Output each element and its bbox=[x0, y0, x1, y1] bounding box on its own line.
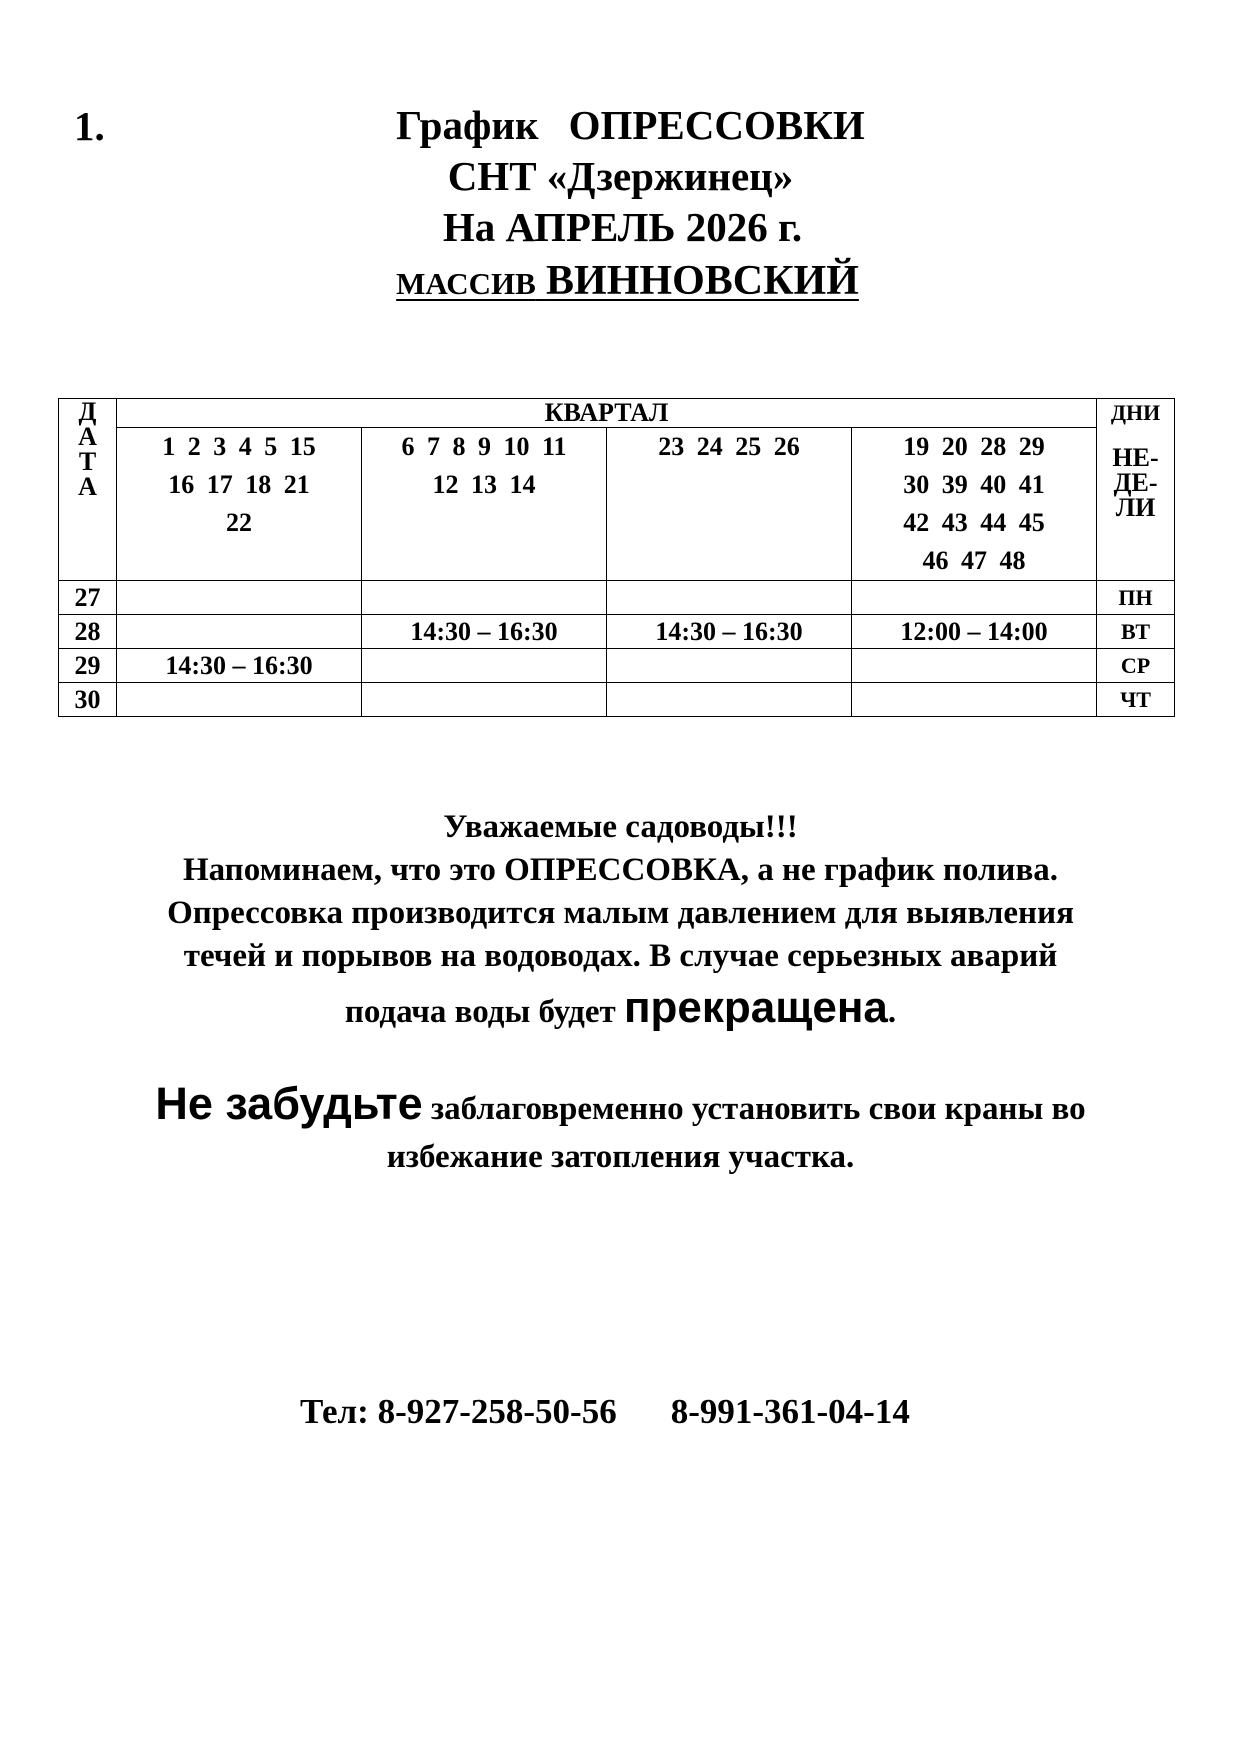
kvartal-line: 16 17 18 21 bbox=[168, 470, 310, 499]
period: На АПРЕЛЬ 2026 г. bbox=[442, 204, 803, 250]
kvartal-line: 46 47 48 bbox=[922, 546, 1026, 575]
notice-text: , а не график полива. bbox=[740, 852, 1059, 888]
row-weekday: ВТ bbox=[1097, 615, 1175, 649]
kvartal-line: 12 13 14 bbox=[432, 470, 536, 499]
kvartal-line: 19 20 28 29 bbox=[903, 432, 1045, 461]
massiv-name: ВИННОВСКИЙ bbox=[546, 258, 859, 304]
row-time bbox=[362, 683, 607, 717]
section-number: 1. bbox=[74, 103, 105, 149]
notice-text: Напоминаем, что это bbox=[182, 852, 505, 888]
date-header-letter: Д bbox=[78, 397, 97, 426]
kvartal-header: КВАРТАЛ bbox=[117, 399, 1097, 428]
table-row bbox=[59, 581, 1175, 615]
row-time bbox=[362, 649, 607, 683]
notice-line-5 bbox=[0, 983, 1241, 1034]
document-title bbox=[0, 100, 1241, 309]
warning-text: заблаговременно установить свои краны во bbox=[422, 1091, 1086, 1127]
row-weekday: СР bbox=[1097, 649, 1175, 683]
kvartal-group-1 bbox=[117, 428, 362, 581]
kvartal-line: 23 24 25 26 bbox=[658, 432, 800, 461]
title-line-1 bbox=[0, 100, 1241, 151]
warning-lead: Не забудьте bbox=[155, 1078, 423, 1129]
kvartal-group-2 bbox=[362, 428, 607, 581]
table-row bbox=[59, 615, 1175, 649]
notice-line-4: течей и порывов на водоводах. В случае серьезных аварий bbox=[183, 938, 1058, 974]
days-header bbox=[1097, 399, 1175, 581]
row-time: 14:30 – 16:30 bbox=[117, 649, 362, 683]
row-time bbox=[607, 683, 852, 717]
org-name: СНТ «Дзержинец» bbox=[447, 153, 794, 199]
kvartal-line: 1 2 3 4 5 15 bbox=[162, 432, 316, 461]
table-row bbox=[59, 683, 1175, 717]
row-time: 14:30 – 16:30 bbox=[607, 615, 852, 649]
notice-line-2 bbox=[0, 849, 1241, 892]
massiv-heading bbox=[382, 255, 859, 309]
days-header-line: ЛИ bbox=[1115, 493, 1156, 522]
phone-label: Тел: bbox=[300, 1392, 378, 1431]
row-date: 29 bbox=[59, 649, 117, 683]
row-time bbox=[852, 649, 1097, 683]
kvartal-line: 22 bbox=[226, 508, 252, 537]
row-weekday: ЧТ bbox=[1097, 683, 1175, 717]
row-time bbox=[852, 683, 1097, 717]
row-time bbox=[362, 581, 607, 615]
notice-block bbox=[0, 806, 1241, 1034]
notice-text: подача воды будет bbox=[344, 994, 624, 1030]
contacts bbox=[300, 1390, 910, 1434]
days-header-line: ДЕ- bbox=[1113, 468, 1158, 497]
notice-line-3: Опрессовка производится малым давлением для выявления bbox=[167, 895, 1074, 931]
notice-text: . bbox=[887, 994, 897, 1030]
row-time bbox=[117, 615, 362, 649]
date-header-letter: А bbox=[78, 422, 97, 451]
schedule-table bbox=[58, 398, 1175, 717]
days-header-line: НЕ- bbox=[1112, 443, 1159, 472]
row-time bbox=[852, 581, 1097, 615]
kvartal-line: 6 7 8 9 10 11 bbox=[401, 432, 567, 461]
kvartal-line: 42 43 44 45 bbox=[903, 508, 1045, 537]
date-header-letter: Т bbox=[78, 447, 97, 476]
row-weekday: ПН bbox=[1097, 581, 1175, 615]
row-time: 14:30 – 16:30 bbox=[362, 615, 607, 649]
notice-line-1: Уважаемые садоводы!!! bbox=[443, 809, 798, 845]
title-word-2: ОПРЕССОВКИ bbox=[568, 102, 865, 148]
row-time bbox=[117, 683, 362, 717]
kvartal-group-3 bbox=[607, 428, 852, 581]
phone-number-2: 8-991-361-04-14 bbox=[670, 1392, 910, 1431]
phone-number-1: 8-927-258-50-56 bbox=[377, 1392, 617, 1431]
row-time bbox=[607, 649, 852, 683]
table-row bbox=[59, 649, 1175, 683]
warning-line-1 bbox=[0, 1080, 1241, 1133]
row-date: 28 bbox=[59, 615, 117, 649]
title-word-1: График bbox=[396, 102, 539, 148]
notice-emphasis: прекращена bbox=[623, 983, 888, 1032]
kvartal-group-4 bbox=[852, 428, 1097, 581]
notice-emphasis: ОПРЕССОВКА bbox=[504, 852, 741, 888]
warning-block bbox=[0, 1080, 1241, 1181]
row-time bbox=[117, 581, 362, 615]
row-date: 30 bbox=[59, 683, 117, 717]
row-date: 27 bbox=[59, 581, 117, 615]
date-header-letter: А bbox=[78, 472, 97, 501]
row-time: 12:00 – 14:00 bbox=[852, 615, 1097, 649]
row-time bbox=[607, 581, 852, 615]
date-header bbox=[59, 399, 117, 581]
kvartal-line: 30 39 40 41 bbox=[903, 470, 1045, 499]
warning-line-2: избежание затопления участка. bbox=[386, 1139, 855, 1175]
days-header-top: ДНИ bbox=[1110, 400, 1161, 425]
massiv-label: МАССИВ bbox=[396, 266, 536, 301]
